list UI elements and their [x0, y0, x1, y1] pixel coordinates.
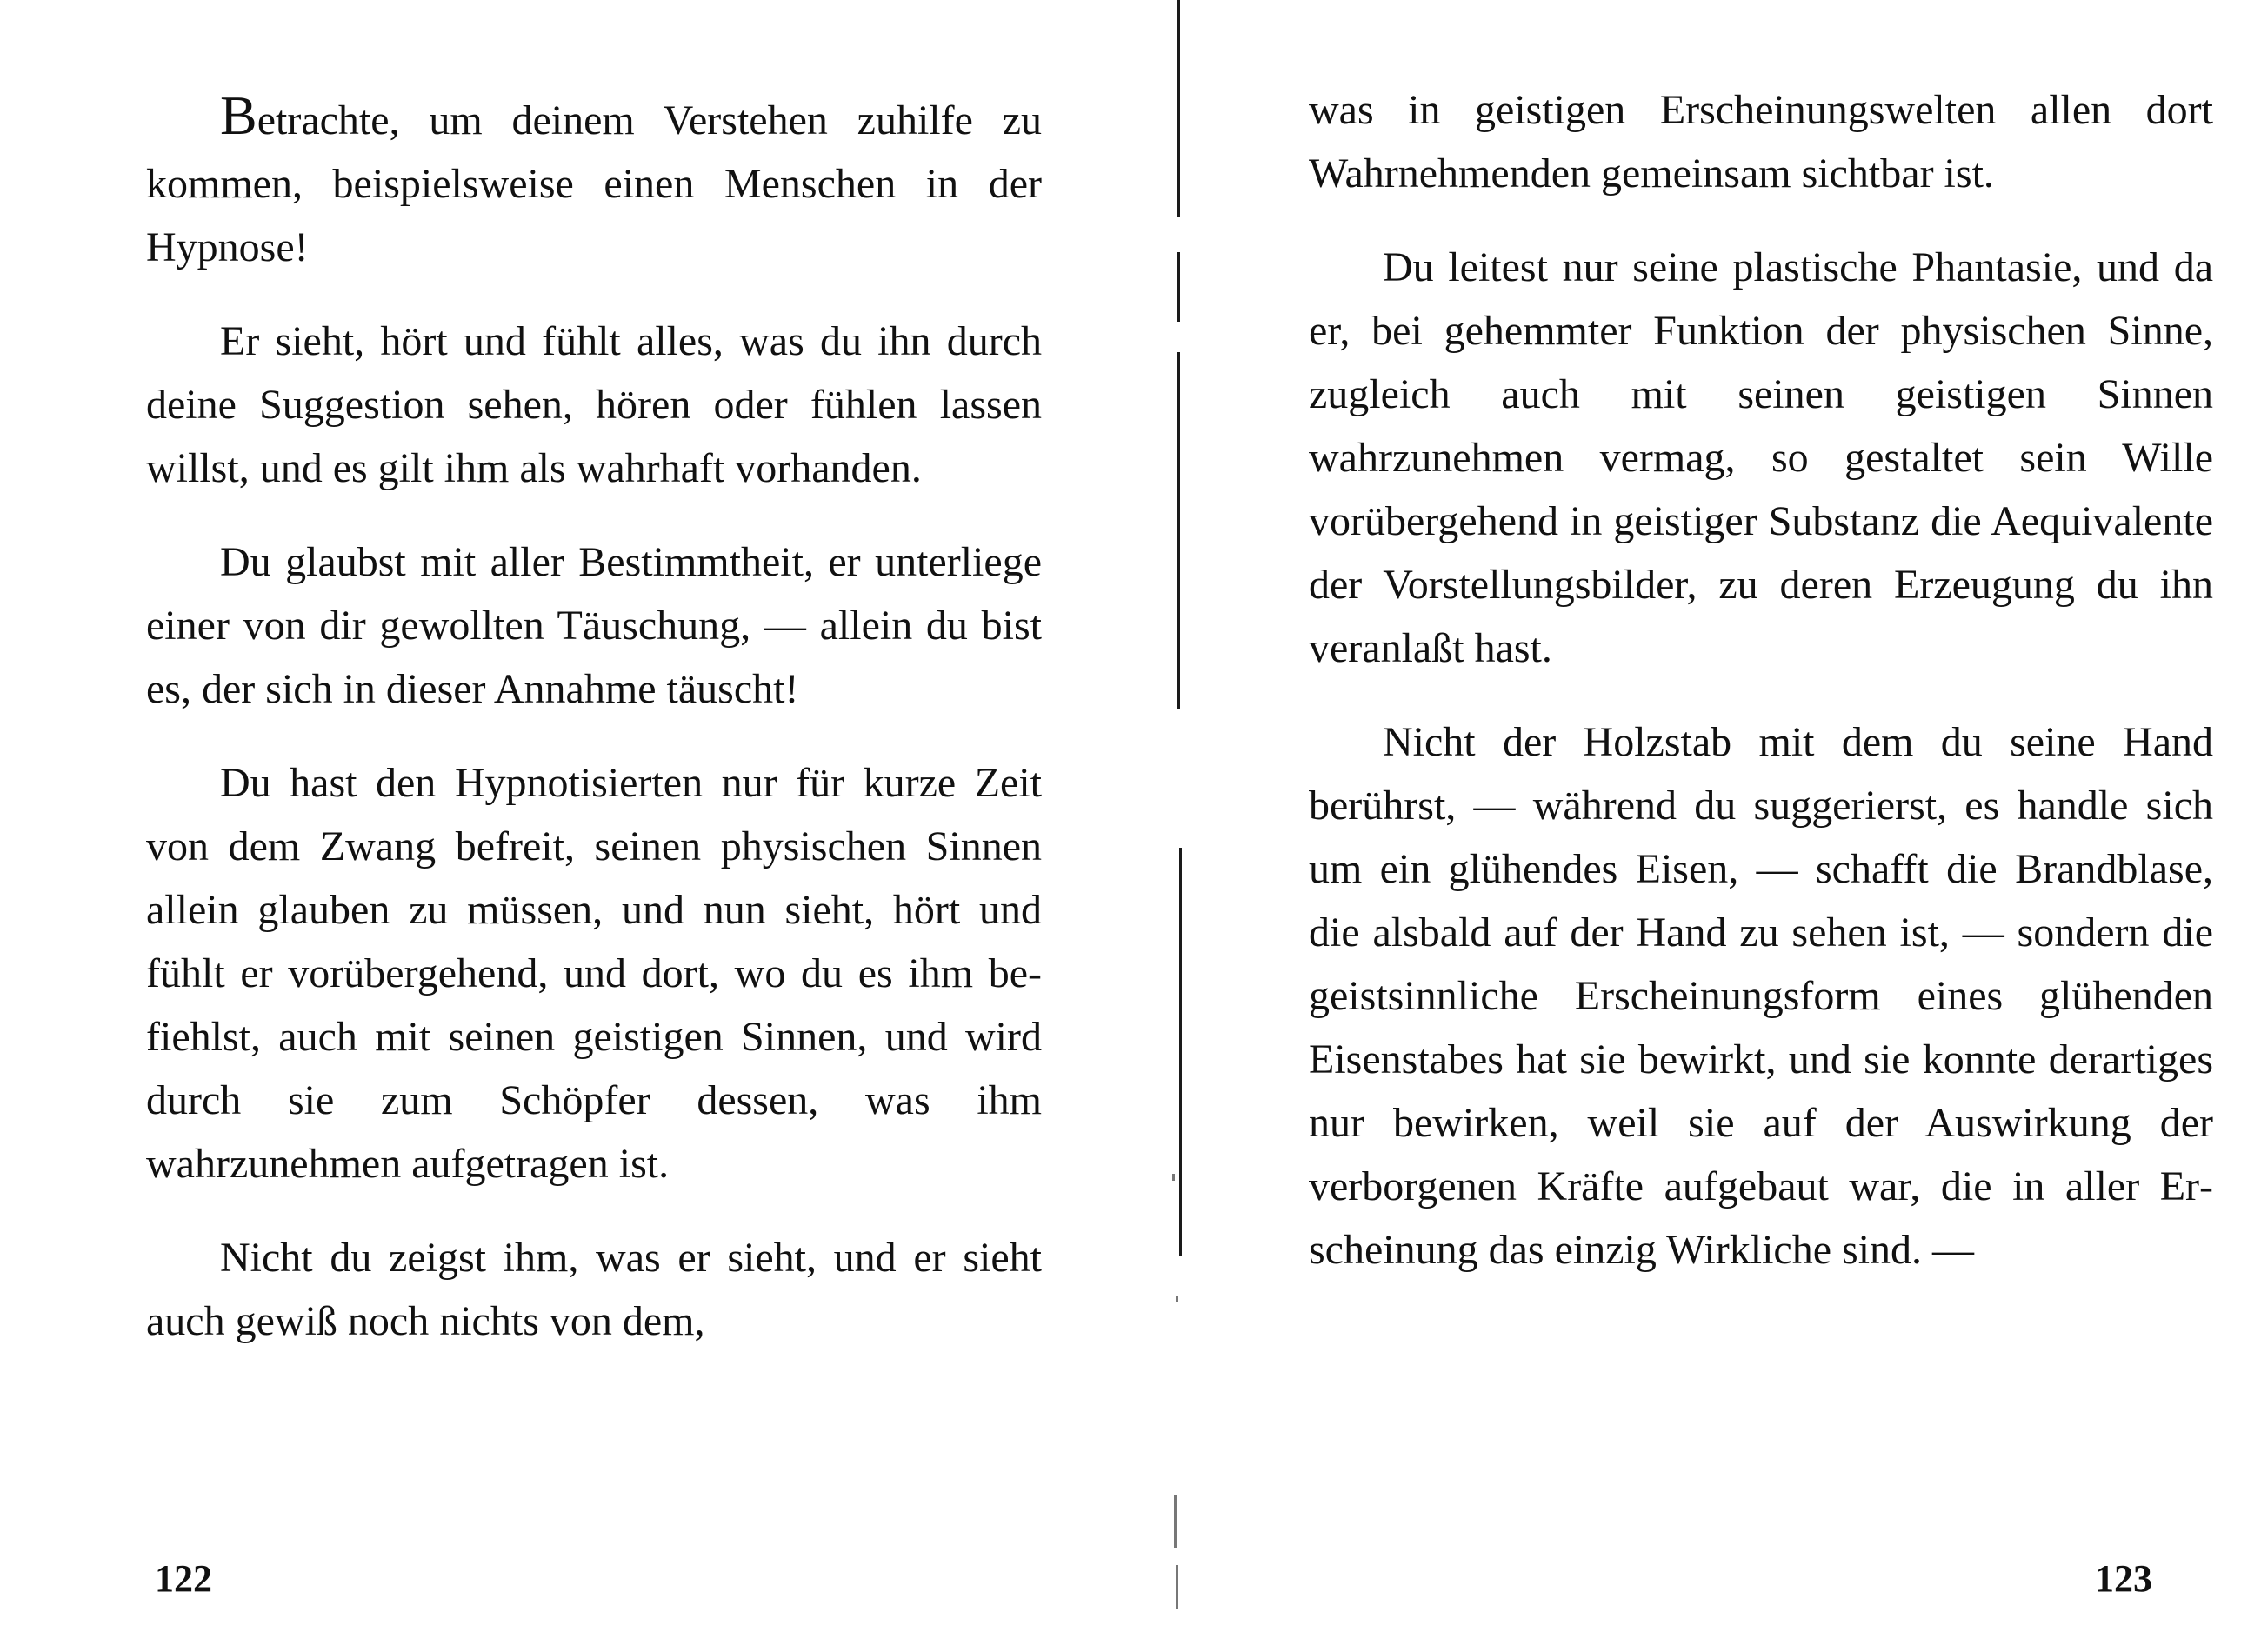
left-paragraph-3: Du glaubst mit aller Bestimmtheit, er unterliege einer von dir gewollten Täuschung, — allein du bist es, der sich in dieser Annahme täuscht! [146, 539, 1042, 712]
right-text-block [1309, 78, 2213, 1312]
left-paragraph-1-text: etrachte, um deinem Verstehen zuhilfe zu kommen, beispielsweise einen Menschen in der Hypnose! [146, 97, 1042, 270]
left-paragraph-2: Er sieht, hört und fühlt alles, was du ihn durch deine Suggestion sehen, hören oder fühlen lassen willst, und es gilt ihm als wahrhaft vorhanden. [146, 318, 1042, 491]
left-paragraph-5: Nicht du zeigst ihm, was er sieht, und er sieht auch gewiß noch nichts von dem, [146, 1235, 1042, 1344]
left-text-block [146, 83, 1042, 1383]
left-paragraph-1 [146, 83, 1042, 279]
left-paragraph-4: Du hast den Hypnotisierten nur für kurze Zeit von dem Zwang befreit, seinen physischen Sinnen allein glauben zu müssen, und nun sieht, hört und fühlt er vorübergehend, und dort, wo du es ihm befiehlst, auch mit seinen geistigen Sinnen, und wird durch sie zum Schöpfer dessen, was ihm wahrzunehmen aufgetragen ist. [146, 760, 1042, 1187]
right-paragraph-2: Du leitest nur seine plastische Phantasie, und da er, bei gehemmter Funktion der physischen Sinne, zugleich auch mit seinen geistigen Sinnen wahrzunehmen vermag, so gestaltet sein Wille vorübergehend in geistiger Substanz die Aequivalente der Vorstellungsbilder, zu deren Erzeugung du ihn veranlaßt hast. [1309, 244, 2213, 671]
right-page-number: 123 [2095, 1557, 2152, 1600]
right-paragraph-3: Nicht der Holzstab mit dem du seine Hand berührst, — während du suggerierst, es handle sich um ein glühendes Eisen, — schafft die Brandblase, die alsbald auf der Hand zu sehen ist, — sondern die geistsinnliche Erscheinungsform eines glühenden Eisenstabes hat sie bewirkt, und sie konnte derartiges nur bewirken, weil sie auf der Auswirkung der verborgenen Kräfte aufgebaut war, die in aller Erscheinung das einzig Wirkliche sind. — [1309, 719, 2213, 1273]
initial-letter: B [220, 84, 257, 146]
right-page [1165, 0, 2261, 1652]
left-page-number: 122 [155, 1557, 212, 1600]
right-paragraph-1: was in geistigen Erscheinungswelten allen dort Wahrnehmenden gemeinsam sichtbar ist. [1309, 87, 2213, 197]
